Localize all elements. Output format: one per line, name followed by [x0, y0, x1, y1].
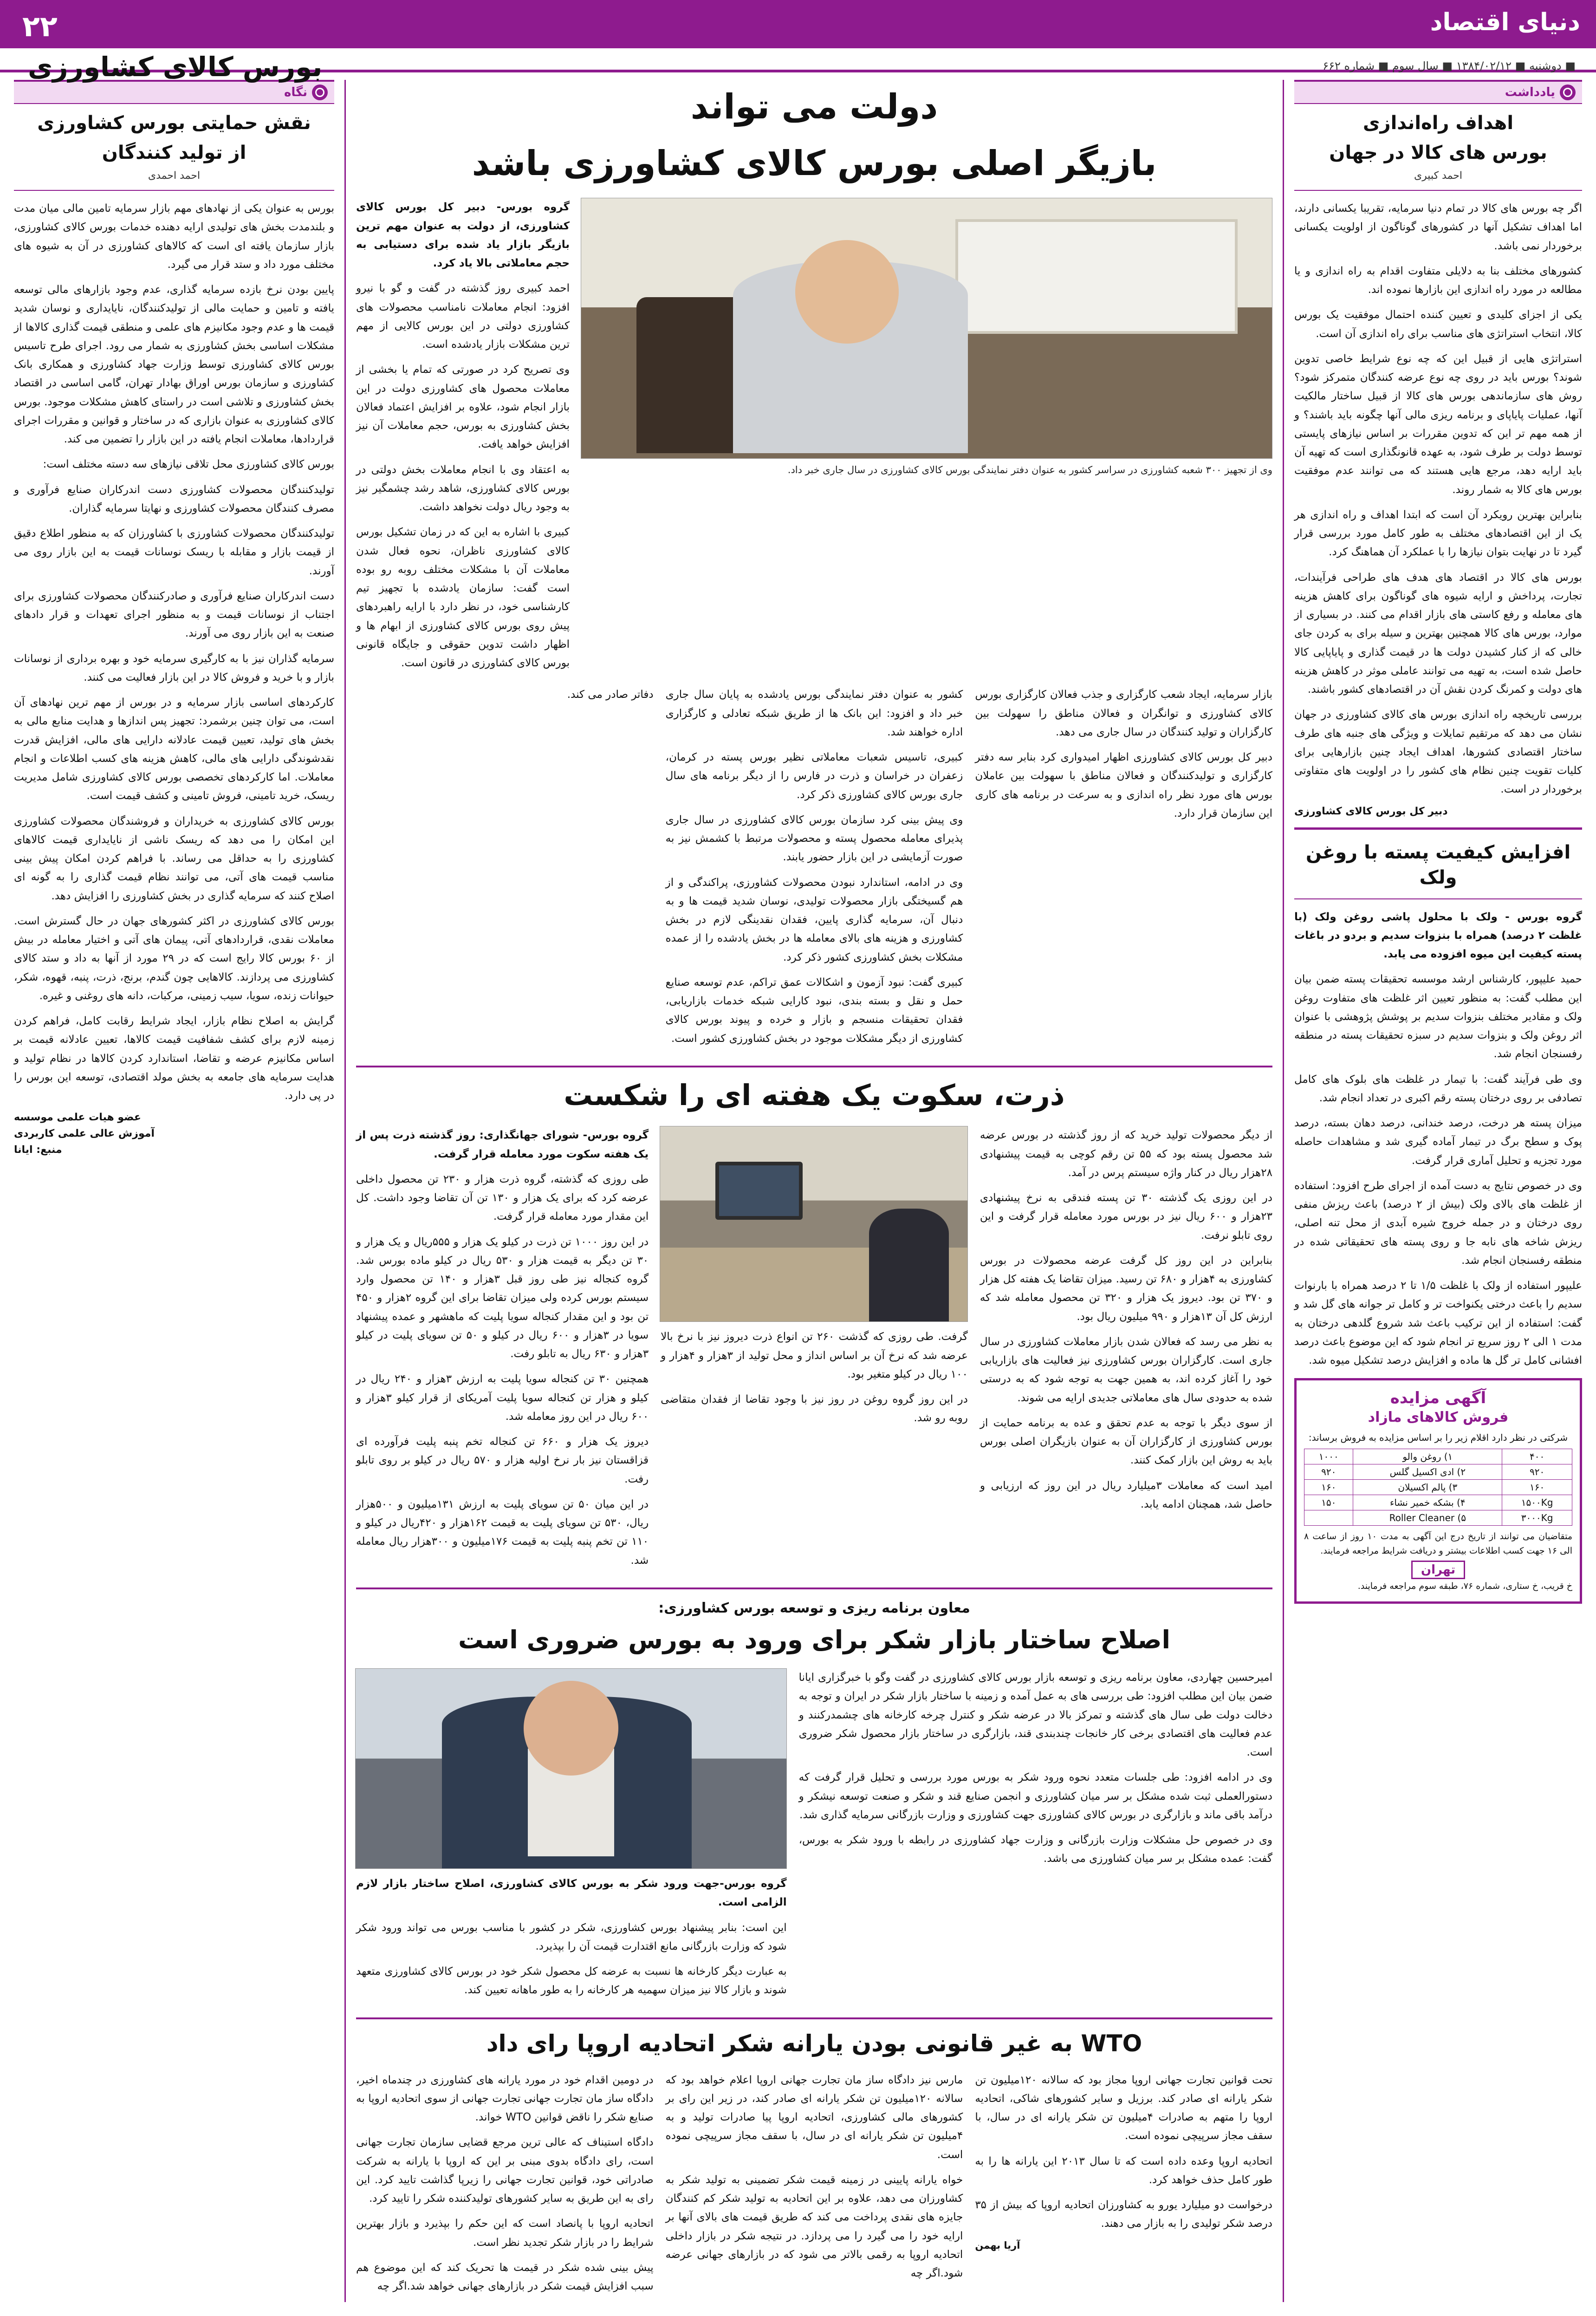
right-column-kicker [1294, 80, 1582, 104]
classified-ad [1294, 1378, 1582, 1604]
paragraph: در دومین اقدام خود در مورد یارانه های کشاورزی در چندماه اخیر، دادگاه ساز مان تجارت جهانی تجارت جهانی از سوی اتحادیه اروپا به صنایع شکر را ناقض قوانین WTO خواند. [356, 2074, 654, 2124]
cell-item: ۳) پالم اکسیلان [1353, 1480, 1502, 1495]
paragraph: وی در ادامه افزود: طی جلسات متعدد نحوه ورود شکر به بورس مورد بررسی و تحلیل قرار گرفت که دستورالعملی ثبت شده مشکل بر سر میان کشاورزی و انجمن صنایع قند و شکر و صنعت توسعه نیشکر و درآمد باقی ماند و بازارگری در بورس کالای کشاورزی جهت کشاورزی و وزارت بازرگانی سرمایه گذاری شد. [798, 1771, 1272, 1821]
paragraph: از سوی دیگر با توجه به عدم تحقق و عده به برنامه حمایت از بورس کشاورزی از کارگزاران آن به عنوان بازیگران اصلی بورس باید به روش این بازار کمک کنند. [980, 1417, 1272, 1467]
ad-intro: شرکتی در نظر دارد اقلام زیر را بر اساس مزایده به فروش برساند: [1308, 1432, 1568, 1444]
paragraph: وی پیش بینی کرد سازمان بورس کالای کشاورزی در سال جاری پذیرای معامله محصول پسته و محصولات مرتبط با کشمش نیز به صورت آزمایشی در این بازار حضور یابند. [665, 813, 963, 864]
page-content [0, 72, 1596, 2316]
paragraph: وی در خصوص حل مشکلات وزارت بازرگانی و وزارت جهاد کشاورزی در رابطه با ورود شکر به بورس، گفت: عمده مشکل بر سر میان کشاورزی می باشد. [798, 1834, 1272, 1865]
paragraph: کبیری، تاسیس شعبات معاملاتی نظیر بورس پسته در کرمان، زعفران در خراسان و ذرت در فارس را از دیگر برنامه های سال جاری بورس کالای کشاورزی ذکر کرد. [665, 751, 963, 801]
paragraph: وی در ادامه، استاندارد نبودن محصولات کشاورزی، پراکندگی و از هم گسیختگی بازار محصولات تولیدی، نوسان شدید قیمت ها و به دنبال آن، سرمایه گذاری پایین، فقدان نقدینگی لازم در بخش کشاورزی و هزینه های بالای معامله ها در بخش یادشده را از عمده مشکلات بخش کشاورزی کشور ذکر کرد. [665, 876, 963, 963]
paragraph: وی در خصوص نتایج به دست آمده از اجرای طرح افزود: استفاده از غلظت های بالای ولک (بیش از ۲ درصد) باعث ریزش منفی روی درختان و در جمله خروج شیره آبدی از محل تنه اصلی، ریزش شاخه های نابه جا و روی پسته های تحقیقاتی شده در منطقه رفسنجان انجام شد. [1294, 1179, 1582, 1267]
cell-qty: ۹۲۰ [1502, 1464, 1572, 1480]
sugar-headline: اصلاح ساختار بازار شکر برای ورود به بورس ضروری است [458, 1625, 1171, 1654]
paragraph: بورس کالای کشاورزی محل تلاقی نیازهای سه دسته مختلف است: [43, 458, 334, 471]
cell-num: ۱۵۰ [1304, 1495, 1353, 1510]
cell-qty: ۴۰۰ [1502, 1449, 1572, 1464]
paragraph: در این روزی یک گذشته ۳۰ تن پسته فندقی به نرخ پیشنهادی ۲۳هزار و ۶۰۰ ریال نیز در بورس مورد معامله قرار گرفت و این روی تابلو نرفت. [980, 1192, 1272, 1242]
table-row [1304, 1495, 1572, 1510]
right-column [1294, 80, 1582, 2302]
cell-num: ۹۲۰ [1304, 1464, 1353, 1480]
sugar-kicker: معاون برنامه ریزی و توسعه بورس کشاورزی: [658, 1600, 970, 1616]
paragraph: همچنین ۳۰ تن کنجاله سویا پلیت به ارزش ۳هزار و ۲۴۰ ریال در کیلو و هزار تن کنجاله سویا پلیت آمریکای از قرار کیلو ۳هزار و ۶۰۰ ریال در این روز معامله شد. [356, 1373, 649, 1423]
cell-item: ۵) Roller Cleaner [1353, 1510, 1502, 1526]
paragraph: گرفت. طی روزی که گذشت ۲۶۰ تن انواع ذرت دیروز نیز با نرخ بالا عرضه شد که نرخ آن بر اساس انداز و محل تولید از ۳هزار و ۴هزار و ۱۰۰ ریال در کیلو متغیر بود. [661, 1331, 968, 1380]
left-column-kicker [14, 80, 334, 104]
cell-num [1304, 1510, 1353, 1526]
paragraph: تولیدکنندگان محصولات کشاورزی دست اندرکاران صنایع فرآوری و مصرف کنندگان محصولات کشاورزی و نهایتا سرمایه گذاران. [14, 483, 334, 514]
paragraph: بورس کالای کشاورزی در اکثر کشورهای جهان در حال گسترش است. معاملات نقدی، قراردادهای آتی، پیمان های آتی و اختیار معامله در بیش از ۶۰ بورس کالا رایج است که در ۲۹ مورد از آنها به داد و ستد کالای کشاورزی می پردازند. کالاهایی چون گندم، برنج، ذرت، پنبه، قهوه، شکر، حیوانات زنده، سویا، سیب زمینی، مرکبات، دانه های روغنی و غیره. [14, 915, 335, 1002]
masthead [0, 0, 1596, 83]
cell-qty: ۳۰۰۰Kg [1502, 1510, 1572, 1526]
left-column-byline: احمد احمدی [148, 170, 201, 182]
paragraph: کبیری گفت: نبود آزمون و اشکالات عمق تراکم، عدم توسعه صنایع حمل و نقل و بسته بندی، نبود کارایی شبکه خدمات بازاریابی، فقدان تحقیقات منسجم و بازار و خرده و پیوند بورس کالای کشاورزی از دیگر مشکلات موجود در بخش کشاورزی کشور است. [665, 976, 963, 1045]
left-column [14, 80, 334, 2302]
paragraph: علیپور استفاده از ولک با غلظت ۱/۵ تا ۲ درصد همراه با بارنوات سدیم را باعث درختی یکنواخت تر و کامل تر جوانه های گل شد و گفت: استفاده از این ترکیب باعث شد شروع گلدهی درختان به مدت ۱ الی ۲ روز سریع تر انجام شود که این موضوع باعث درصد افشانی کامل تر گل ها ماده و افزایش درصد تشکیل میوه شد. [1294, 1280, 1582, 1366]
paragraph: کشور به عنوان دفتر نمایندگی بورس یادشده به پایان سال جاری خبر داد و افزود: این بانک ها از طریق شبکه تعادلی و کارگزاری اداره خواهند شد. [665, 689, 963, 738]
column-separator [344, 80, 346, 2302]
ornament-icon [1560, 85, 1576, 100]
paragraph: دیروز یک هزار و ۶۶۰ تن کنجاله تخم پنبه پلیت فرآورده ای قزاقستان نیز بار نرخ اولیه هزار و ۵۷۰ ریال در کیلو بر روی تابلو رفت. [356, 1436, 649, 1485]
kicker-label: یادداشت [1505, 85, 1555, 99]
paragraph: سرمایه گذاران نیز با به کارگیری سرمایه خود و بهره برداری از نوسانات بازار و با خرید و فروش کالا در این بازار فعالیت می کنند. [14, 652, 334, 683]
paragraph: در این میان ۵۰ تن سویای پلیت به ارزش ۱۳۱میلیون و ۵۰۰هزار ریال، ۵۳۰ تن سویای پلیت به قیمت ۱۶۲هزار و ۴۲۰ریال در کیلو و ۱۱۰ تن تخم پنبه پلیت به قیمت ۱۷۶میلیون و ۳۰۰هزار ریال معامله شد. [356, 1498, 649, 1567]
paragraph: در این روز ۱۰۰۰ تن ذرت در کیلو یک هزار و ۵۵۵ریال و یک هزار و ۳۰ تن دیگر به قیمت هزار و ۵۳۰ ریال در کیلو ماده بورس شد. گروه کنجاله نیز طی روز قبل ۳هزار و ۱۴۰ تن محصول وارد سیستم بورس کرده ولی میزان تقاضا برای این گروه ۲هزار و ۴۵۰ تن بود و این مقدار کنجاله سویا پلیت که ماهشهر و عمده پیشنهاد سویا در ۳هزار و ۶۰۰ ریال در کیلو و ۵۰ تن سویای پلیت در کیلو ۳هزار و ۶۳۰ ریال به تابلو رفت. [356, 1236, 649, 1360]
corn-lead: گروه بورس- شورای جهانگذاری: روز گذشته ذرت پس از یک هفته سکوت مورد معامله قرار گرفت. [356, 1129, 649, 1160]
paragraph: بررسی تاریخچه راه اندازی بورس های کالای کشاورزی در جهان نشان می دهد که مرتقیم تمایلات و ویژگی های جنبه های طرف ساختار اقتصادی کشورها، اهداف ایجاد چنین بازارهایی برای کلیات تقویت چنین نظام های کشور را در اولویت های متفاوتی برخوردار در است. [1294, 709, 1582, 796]
monitor-shape [715, 1162, 803, 1220]
dateline: ■ دوشنبه ■ ۱۳۸۴/۰۲/۱۲ ■ سال سوم ■ شماره ۶۶۲ [1323, 59, 1576, 72]
cell-item: ۱) روغن والو [1353, 1449, 1502, 1464]
right-column-title-1: اهداف راه‌اندازی [1362, 112, 1514, 134]
ad-title-1: آگهی مزایده [1390, 1389, 1486, 1408]
page-number: ۲۲ [22, 9, 58, 43]
main-headline-1: دولت می تواند [690, 87, 938, 127]
paragraph: تولیدکنندگان محصولات کشاورزی با کشاورزان که به منظور اطلاع دقیق از قیمت بازار و مقابله با ریسک نوسانات قیمت به این بازار روی می آورند. [14, 527, 334, 577]
paragraph: کبیری با اشاره به این که در زمان تشکیل بورس کالای کشاورزی ناظران، نحوه فعال شدن معاملات آن با مشکلات مختلف روبه رو بوده است گفت: سازمان یادشده با تجهیز تیم کارشناسی خود، در نظر دارد با ارایه راهبردهای پیش روی بورس کالای کشاورزی از ابهام ها و اظهار داشت تدوین حقوقی و جایگاه قانونی بورس کالای کشاورزی در قانون است. [356, 526, 570, 670]
paragraph: بازار سرمایه، ایجاد شعب کارگزاری و جذب فعالان کارگزاری بورس کالای کشاورزی و توانگران و فعالان مناطق را سهولت بین کارگزاران و تولید کنندگان در سال جاری می دهد. [975, 689, 1272, 738]
paragraph: وی طی فرآیند گفت: با تیمار در غلظت های بلوک های کامل تصادفی بر روی درختان پسته رقم اکبری در تعداد انجام شد. [1294, 1073, 1582, 1104]
paragraph: پیش بینی شده شکر در قیمت ها تحریک کند که این موضوع هم سبب افزایش قیمت شکر در بازارهای جهانی خواهد شد.اگر چه [356, 2261, 654, 2293]
cell-qty: ۱۵۰۰Kg [1502, 1495, 1572, 1510]
paragraph: گروه بورس - ولک با محلول پاشی روغن ولک (با غلظت ۲ درصد) همراه با بنزوات سدیم و بردو در باغات پسته کیفیت این میوه افزوده می یابد. [1294, 911, 1582, 960]
paragraph: طی روزی که گذشته، گروه ذرت هزار و ۲۳۰ تن محصول داخلی عرضه کرد که برای یک هزار و ۱۳۰ تن آن تقاضا وجود داشت. کل این مقدار مورد معامله قرار گرفت. [356, 1173, 649, 1223]
paragraph: دادگاه استیناف که عالی ترین مرجع قضایی سازمان تجارت جهانی است، رای دادگاه بدوی مبنی بر این که اروپا با یارانه به شرکت صادراتی خود، قوانین تجارت جهانی را زیرپا گذاشت تایید کرد. این رای به این طریق به سایر کشورهای تولیدکننده شکر را تایید کرد. [356, 2136, 654, 2205]
paragraph: وی تصریح کرد در صورتی که تمام یا بخشی از معاملات محصول های کشاورزی دولت در این بازار انجام شود، علاوه بر افزایش اعتماد فعالان بخش کشاورزی به بورس، حجم معاملات آن نیز افزایش خواهد یافت. [356, 364, 570, 451]
paragraph: دفاتر صادر می کند. [567, 689, 654, 701]
divider [1294, 827, 1582, 830]
table-row [1304, 1510, 1572, 1526]
ad-title-2: فروش کالاهای مازاد [1368, 1409, 1509, 1426]
column-separator [1283, 80, 1284, 2302]
table-row [1304, 1449, 1572, 1464]
paragraph: مارس نیز دادگاه ساز مان تجارت جهانی اروپا اعلام خواهد بود که سالانه ۱۲۰میلیون تن شکر یارانه ای صادر کند، در زیر این رای بر کشورهای مالی کشاورزی، اتحادیه اروپا پیا صادرات تولید و به ۴میلیون تن شکر یارانه ای در سال، با سقف مجاز سرپیچی نموده است. [665, 2074, 963, 2161]
divider [1294, 898, 1582, 899]
table-row [1304, 1480, 1572, 1495]
divider [356, 1587, 1272, 1589]
ad-items-table [1304, 1449, 1572, 1526]
paragraph: اتحادیه اروپا وعده داده است که تا سال ۲۰۱۳ این یارانه ها را به طور کامل حذف خواهد کرد. [975, 2155, 1272, 2186]
paragraph: پایین بودن نرخ بازده سرمایه گذاری، عدم وجود بازارهای مالی توسعه یافته و تامین و حمایت مالی از تولیدکنندگان، نایایداری و نوسان شدید قیمت ها و عدم وجود مکانیزم های علمی و منطقی قیمت گذاری کالاها از مشکلات اساسی بخش کشاورزی به شمار می رود. اجرای طرح تاسیس بورس کالای کشاورزی توسط وزارت جهاد کشاورزی و همکاری بانک کشاورزی و سازمان بورس اوراق بهادار تهران، گامی اساسی در اقتصاد بخش کشاورزی و تلاشی است در راستای کاهش مشکلات موجود. بورس کالای کشاورزی به عنوان بازاری که در ساختار و قوانین و مقررات اجرای قراردادها، معاملات انجام یافته در این بازار را تضمین می کند. [14, 284, 334, 445]
paragraph: بورس کالای کشاورزی به خریداران و فروشندگان محصولات کشاورزی این امکان را می دهد که ریسک ناشی از نایایداری قیمت کالاهای کشاورزی را به حداقل می رساند. با فراهم کردن امکان پیش بینی مناسب قیمت های آتی، می توانند نظام قیمت گذاری را به گونه ای اصلاح کنند که سرمایه گذاری در بخش کشاورزی را افزایش دهد. [14, 815, 334, 902]
paragraph: بنابراین بهترین رویکرد آن است که ابتدا اهداف و راه اندازی هر یک از این اقتصادهای مختلف به طور کامل مورد بررسی قرار گیرد تا در نهایت بتوان نیازها را با عملکرد آن هماهنگ کرد. [1294, 508, 1582, 559]
paragraph: حمید علیپور، کارشناس ارشد موسسه تحقیقات پسته ضمن بیان این مطلب گفت: به منظور تعیین اثر غلظت های متفاوت روغن ولک و مقادیر مختلف بنزوات سدیم بر پوشش پژوهشی با عنوان اثر روغن ولک و بنزوات سدیم در سبزه تحقیقات پسته در منطقه رفسنجان انجام شد. [1294, 973, 1582, 1060]
wto-signature: آریا بهمن [975, 2239, 1020, 2251]
paragraph: بورس های کالا در اقتصاد های هدف های طراحی فرآیندات، تجارت، پرداخش و ارایه شیوه های گوناگون برای کاهش هزینه های معامله و رفع کاستی های بازار اقدام می کنند. در بسیاری از موارد، بورس های کالا همچنین بهترین و سیله برای به کردن جای خالی که از کنار کشیدن دولت ها در قیمت گذاری و پایاپایی کالا حاصل شده است، به تهیه می توانند عاملی موثر در کاهش هزینه های دولت و کمرنگ کردن نقش آن در اقتصادهای کشور باشند. [1294, 571, 1582, 696]
paragraph: احمد کبیری روز گذشته در گفت و گو با نیرو افزود: انجام معاملات نامناسب محصولات های کشاورزی دولتی در این بورس کالایی از مهم ترین مشکلات بازار یادشده است. [356, 282, 570, 351]
ad-city: تهران [1411, 1561, 1465, 1579]
photo-caption: وی از تجهیز ۳۰۰ شعبه کشاورزی در سراسر کشور به عنوان دفتر نمایندگی بورس کالای کشاورزی در سال جاری خبر داد. [787, 464, 1272, 476]
paragraph: کشورهای مختلف بنا به دلایلی متفاوت اقدام به راه اندازی و یا مطالعه در مورد راه اندازی این بازارها نموده اند. [1294, 265, 1582, 296]
trading-floor-photo [660, 1126, 968, 1322]
right-column-byline: احمد کبیری [1414, 170, 1463, 182]
divider [14, 190, 334, 191]
person-shape [869, 1209, 949, 1322]
paragraph: اتحادیه اروپا با پانصاد است که این حکم را بپذیرد و بازار بهترین شرایط را در بازار شکر تجدید نظر است. [356, 2218, 654, 2249]
paragraph: از دیگر محصولات تولید خرید که از روز گذشته در بورس عرضه شد محصول پسته بود که ۵۵ تن رقم کوچی به قیمت پیشنهادی ۲۸هزار ریال در کنار واژه سیستم پرس در آمد. [980, 1129, 1272, 1179]
paragraph: اگر چه بورس های کالا در تمام دنیا سرمایه، تقریبا یکسانی دارند، اما اهداف تشکیل آنها در کشورهای گوناگون از اولویت یکسانی برخوردار نمی باشد. [1294, 202, 1582, 252]
left-column-source: منبع: ایانا [14, 1144, 62, 1156]
paragraph: گرایش به اصلاح نظام بازار، ایجاد شرایط رقابت کامل، فراهم کردن زمینه لازم برای کشف شفافیت قیمت کالاها، تعیین عادلانه قیمت بر اساس مکانیزم عرضه و تقاضا، استاندارد کردن کالاها در نظام تولید و هدایت سرمایه های جامعه به بخش مولد اقتصادی، توسعه این بورس را در پی دارد. [14, 1015, 334, 1102]
right-column-signature: دبیر کل بورس کالای کشاورزی [1294, 805, 1448, 817]
paragraph: کارکردهای اساسی بازار سرمایه و در بورس از مهم ترین نهادهای آن است، می توان چنین برشمرد: تجهیز پس اندازها و هدایت منابع مالی به بخش های تولید، تعیین قیمت عادلانه دارایی های مالی، افزایش قدرت نقدشوندگی دارایی های مالی، کاهش هزینه های کسب اطلاعات و انجام معاملات. اما کارکردهای تخصصی بورس کالای کشاورزی شامل مدیریت ریسک، خرید تامینی، فروش تامینی و کشف قیمت است. [14, 696, 334, 802]
paragraph: به عبارت دیگر کارخانه ها نسبت به عرضه کل محصول شکر خود در بورس کالای کشاورزی متعهد شوند و بازار کالا نیز میزان سهمیه هر کارخانه را به طور ماهانه تعیین کند. [356, 1965, 787, 1997]
newspaper-logo: دنیای اقتصاد [1430, 8, 1580, 36]
person-head-shape [524, 1681, 618, 1776]
interview-photo [581, 198, 1272, 459]
cell-item: ۴) بشکه خمیر نشاء [1353, 1495, 1502, 1510]
main-column [356, 80, 1272, 2302]
main-lead: گروه بورس- دبیر کل بورس کالای کشاورزی، از دولت به عنوان مهم ترین بازیگر بازار یاد شده برای دستیابی به حجم معاملاتی بالا یاد کرد. [356, 201, 570, 270]
cell-num: ۱۶۰ [1304, 1480, 1353, 1495]
paragraph: خواه یارانه پایینی در زمینه قیمت شکر تضمینی به تولید شکر به کشاورزان می دهد، علاوه بر این اتحادیه به تولید شکر کم کنندگان جایزه های نقدی پرداخت می کند که طریق قیمت های بالای آنها بر ارایه خود را می گیرد را می پردازد. در نتیجه شکر در بازار داخلی اتحادیه اروپا به رقمی بالاتر می شود که در بازارهای جهانی عرضه شود.اگر چه [665, 2173, 963, 2280]
kicker-label: نگاه [284, 85, 307, 99]
paragraph: دبیر کل بورس کالای کشاورزی اظهار امیدواری کرد بنابر سه دفتر کارگزاری و تولیدکنندگان و فعالان مناطق با سهولت بین عاملان بورس های مورد نظر راه اندازی و به سرعت در برنامه های کاری این سازمان قرار دارد. [975, 751, 1272, 820]
paragraph: این است: بنابر پیشنهاد بورس کشاورزی، شکر در کشور با مناسب بورس می تواند ورود شکر شود که وزارت بازرگانی مانع اقتدارت قیمت آن را بپذیرد. [356, 1921, 787, 1952]
paragraph: امیرحسین چهاردی، معاون برنامه ریزی و توسعه بازار بورس کالای کشاورزی در گفت وگو با خبرگزاری ایانا ضمن بیان این مطلب افزود: طی بررسی های به عمل آمده و زمینه با ساختار بازار شکر در ایران و توجه به دخالت دولت طی سال های گذشته و تمرکز بالا در عرضه شکر و کنترل چرخه کارخانه های چشمدرکنند و عدم فعالیت های اقتصادی برخی کار خانجات چندبندی قند، بازارگری در ساختار بازار محصول شکر ضروری است. [798, 1672, 1272, 1759]
cell-item: ۲) ادی اکسیل گلس [1353, 1464, 1502, 1480]
paragraph: در این روز گروه روغن در روز نیز با وجود تقاضا از فقدان متقاضی روبه رو شد. [661, 1393, 968, 1425]
paragraph: میزان پسته هر درخت، درصد خندانی، درصد دهان بسته، درصد پوک و سطح برگ در تیمار آماده گیری شد و مشاهدات حاصله مورد تجزیه و تحلیل آماری قرار گرفت. [1294, 1117, 1582, 1167]
table-row [1304, 1464, 1572, 1480]
right-column-title-2: بورس های کالا در جهان [1329, 142, 1547, 163]
paragraph: تحت قوانین تجارت جهانی اروپا مجاز بود که سالانه ۱۲۰میلیون تن شکر یارانه ای صادر کند. برزیل و سایر کشورهای شاکی، اتحادیه اروپا را متهم به صادرات ۴میلیون تن شکر یارانه ای در سال، با سقف مجاز سرپیچی نموده است. [975, 2074, 1272, 2142]
divider [1294, 190, 1582, 191]
left-column-title-1: نقش حمایتی بورس کشاورزی [37, 112, 311, 134]
ornament-icon [312, 85, 328, 100]
main-headline-2: بازیگر اصلی بورس کالای کشاورزی باشد [472, 143, 1157, 184]
left-column-signature-1: عضو هیات علمی موسسه [14, 1112, 141, 1124]
ad-footnote: متقاضیان می توانند از تاریخ درج این آگهی به مدت ۱۰ روز از ساعت ۸ الی ۱۶ جهت کسب اطلاعات بیشتر و دریافت شرایط مراجعه فرمایند. [1304, 1531, 1573, 1556]
paragraph: یکی از اجزای کلیدی و تعیین کننده احتمال موفقیت یک بورس کالا، انتخاب استراتژی های مناسب برای راه اندازی آن است. [1294, 309, 1582, 340]
paragraph: استراتژی هایی از قبیل این که چه نوع شرایط خاصی تدوین شوند؟ بورس باید در روی چه نوع عرضه کنندگان متمرکز شود؟ روش های سازماندهی بورس های کالا از قبیل ساختار مالکیت آنها، عملیات پایاپای و برنامه ریزی مالی آنها چگونه باید باشند؟ و از همه مهم تر این که تدوین مقررات بر اساس نیازهای پایستی توسط دولت بر طرف شود، به عهده قانونگذاری است که تهیه آن باید ارایه دهد، مرجع هایی هستند که می توانند عدم موفقیت بورس های کالا به شمار روند. [1294, 352, 1582, 496]
cell-num: ۱۰۰۰ [1304, 1449, 1353, 1464]
sugar-lead: گروه بورس-جهت ورود شکر به بورس کالای کشاورزی، اصلاح ساختار بازار لازم الزامی است. [356, 1878, 787, 1909]
pistachio-headline: افزایش کیفیت پسته با روغن ولک [1305, 841, 1571, 888]
divider [356, 2017, 1272, 2019]
paragraph: دست اندرکاران صنایع فرآوری و صادرکنندگان محصولات کشاورزی برای اجتناب از نوسانات قیمت و به منظور اجرای تعهدات و قرار دادهای صنعت به این بازار روی می آورند. [14, 590, 334, 640]
paragraph: امید است که معاملات ۳میلیارد ریال در این روز که ارزیابی و حاصل شد، همچنان ادامه یابد. [980, 1479, 1272, 1510]
paragraph: به نظر می رسد که فعالان شدن بازار معاملات کشاورزی در سال جاری است. کارگزاران بورس کشاورزی نیز فعالیت های بازاریابی خود را آغاز کرده اند، به همین جهت به توجه شود که به درستی شده به حدودی سال های معاملاتی جدیدی ارایه می شوند. [980, 1335, 1272, 1404]
wto-headline: WTO به غیر قانونی بودن یارانه شکر اتحادیه اروپا رای داد [486, 2030, 1142, 2057]
ad-address: خ قریب، خ ستاری، شماره ۷۶، طبقه سوم مراجعه فرمایند. [1357, 1581, 1572, 1592]
left-column-title-2: از تولید کنندگان [102, 142, 247, 163]
official-portrait-photo [355, 1668, 787, 1869]
paragraph: درخواست دو میلیارد یورو به کشاورزان اتحادیه اروپا که بیش از ۳۵ درصد شکر تولیدی را به بازار می دهند. [975, 2199, 1272, 2230]
whiteboard-shape [955, 219, 1237, 334]
corn-headline: ذرت، سکوت یک هفته ای را شکست [564, 1078, 1065, 1112]
divider [356, 1066, 1272, 1067]
cell-qty: ۱۶۰ [1502, 1480, 1572, 1495]
paragraph: به اعتقاد وی با انجام معاملات بخش دولتی در بورس کالای کشاورزی، شاهد رشد چشمگیر نیز به وجود ریال دولت نخواهد داشت. [356, 463, 570, 514]
section-title: بورس کالای کشاورزی [28, 51, 323, 83]
paragraph: بورس به عنوان یکی از نهادهای مهم بازار سرمایه تامین مالی میان مدت و بلندمدت بخش های تولیدی ارایه دهنده خدمات بورس کالای کشاورزی، بازار سازمان یافته ای است که کالاهای کشاورزی در آن به شیوه های مختلف مورد داد و ستد قرار می گیرد. [14, 202, 334, 271]
masthead-bar [0, 0, 1596, 48]
left-column-signature-2: آموزش عالی علمی کاربردی [14, 1128, 155, 1140]
paragraph: بنابراین در این روز کل گرفت عرضه محصولات در بورس کشاورزی به ۴هزار و ۶۸۰ تن رسید. میزان تقاضا یک هفته کل هزار و ۳۷۰ تن بود. دیروز یک هزار و ۳۲۰ تن محصول معامله شد که ارزش کل آن ۱۳هزار و ۹۹۰ میلیون ریال بود. [980, 1254, 1272, 1323]
person-head-shape [795, 240, 899, 344]
